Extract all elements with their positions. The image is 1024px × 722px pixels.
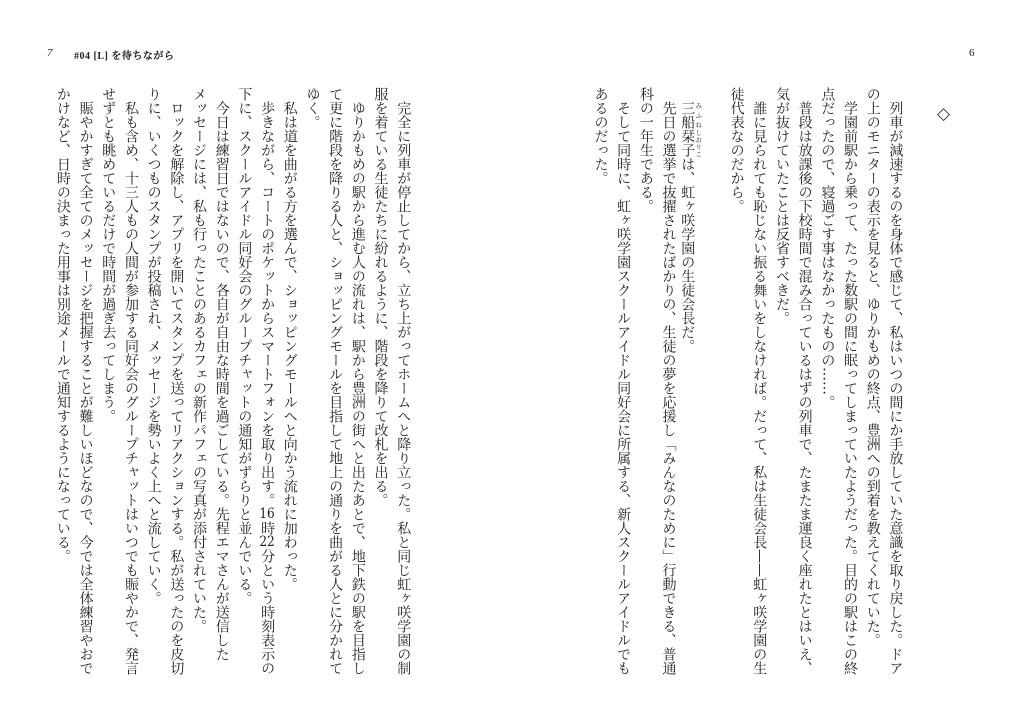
text-segment: 分という時刻表示の bbox=[259, 549, 276, 675]
text-line: 賑やかすぎて全てのメッセージを把握することが難しいほどなので、今では全体練習やおで bbox=[77, 87, 94, 675]
text-line: の上のモニターの表示を見ると、ゆりかもめの終点、豊洲への到着を教えてくれていた。 bbox=[864, 87, 881, 647]
text-segment: は、虹ヶ咲学園の生徒会長だ。 bbox=[679, 157, 696, 353]
text-line: そして同時に、虹ヶ咲学園スクールアイドル同好会に所属する、新人スクールアイドルでも bbox=[615, 87, 632, 675]
text-line: 先日の選挙で抜擢されたばかりの、生徒の夢を応援し「みんなのために」行動できる、普通 bbox=[660, 87, 677, 675]
given-name-ruby bbox=[679, 129, 703, 157]
text-line: メッセージには、私も行ったことのあるカフェの新作パフェの写真が添付されていた。 bbox=[191, 87, 207, 633]
given-name-reading: しおりこ bbox=[694, 129, 703, 157]
text-line: 下に、スクールアイドル同好会のグループチャットの通知がずらりと並んでいる。 bbox=[236, 87, 253, 605]
indent-space bbox=[679, 87, 695, 101]
text-line: 徒代表なのだから。 bbox=[728, 87, 745, 213]
left-page-body-text bbox=[51, 87, 414, 679]
text-line: 誰に見られても恥じない振る舞いをしなければ。だって、私は生徒会長——虹ヶ咲学園の生 bbox=[751, 87, 768, 675]
text-line-with-ruby bbox=[680, 87, 703, 679]
text-line: ゆく。 bbox=[304, 87, 321, 129]
text-line: 私も含め、十三人もの人間が参加する同好会のグループチャットはいつでも賑やかで、発言 bbox=[122, 87, 139, 675]
surname: 三船 bbox=[679, 101, 696, 129]
section-break-diamond-icon: ◇ bbox=[937, 104, 951, 124]
text-line: りに、いくつものスタンプが投稿され、メッセージを勢いよく上へと流していく。 bbox=[145, 87, 162, 605]
right-page bbox=[512, 0, 1024, 722]
time-minute: 22 bbox=[259, 535, 275, 549]
page-number: 7 bbox=[47, 47, 53, 59]
text-line: て更に階段を降りる人と、ショッピングモールを目指して地上の通りを曲がる人とに分かれて bbox=[327, 87, 344, 675]
text-line-with-time bbox=[255, 87, 278, 679]
text-line: 気が抜けていたことは反省すべきだ。 bbox=[773, 87, 790, 325]
text-line: 完全に列車が停止してから、立ち上がってホームへと降り立った。私と同じ虹ヶ咲学園の制 bbox=[395, 87, 412, 675]
text-line: 普段は放課後の下校時間で混み合っているはずの列車で、たまたま運良く座れたとはいえ、 bbox=[796, 87, 813, 675]
running-head-chapter-title: #04 [L] を待ちながら bbox=[74, 51, 175, 62]
text-line: あるのだった。 bbox=[592, 87, 609, 185]
text-line: 今日は練習日ではないので、各自が自由な時間を過ごしている。先程エマさんが送信した bbox=[213, 87, 230, 661]
text-line: 服を着ている生徒たちに紛れるように、階段を降りて改札を出る。 bbox=[372, 87, 389, 507]
surname-reading: みふね bbox=[694, 101, 703, 129]
text-line: せずとも眺めているだけで時間が過ぎ去ってしまう。 bbox=[100, 87, 117, 423]
text-line: 科の一年生である。 bbox=[637, 87, 654, 213]
right-page-body-text bbox=[589, 87, 907, 679]
text-segment: 歩きながら、コートのポケットからスマートフォンを取り出す。 bbox=[259, 87, 276, 507]
surname-ruby bbox=[679, 101, 703, 129]
blank-line-spacer bbox=[702, 87, 725, 679]
page-number: 6 bbox=[969, 47, 975, 59]
text-line: 私は道を曲がる方を選んで、ショッピングモールへと向かう流れに加わった。 bbox=[281, 87, 298, 591]
time-hour: 16 bbox=[259, 507, 275, 521]
text-segment: 時 bbox=[259, 521, 276, 535]
text-line: かけなど、日時の決まった用事は別途メールで通知するようになっている。 bbox=[54, 87, 71, 563]
text-line: 学園前駅から乗って、たった数駅の間に眠ってしまっていたようだった。目的の駅はこの終 bbox=[842, 87, 859, 675]
text-line: 点だったので、寝過ごす事はなかったものの……。 bbox=[819, 87, 836, 409]
given-name: 栞子 bbox=[679, 129, 696, 157]
text-line: ロックを解除し、アプリを開いてスタンプを送ってリアクションする。私が送ったのを皮切 bbox=[168, 87, 185, 675]
text-line: ゆりかもめの駅から進む人の流れは、駅から豊洲の街へと出たあとで、地下鉄の駅を目指し bbox=[349, 87, 366, 675]
text-line: 列車が減速するのを身体で感じて、私はいつの間にか手放していた意識を取り戻した。ドア bbox=[887, 87, 904, 675]
